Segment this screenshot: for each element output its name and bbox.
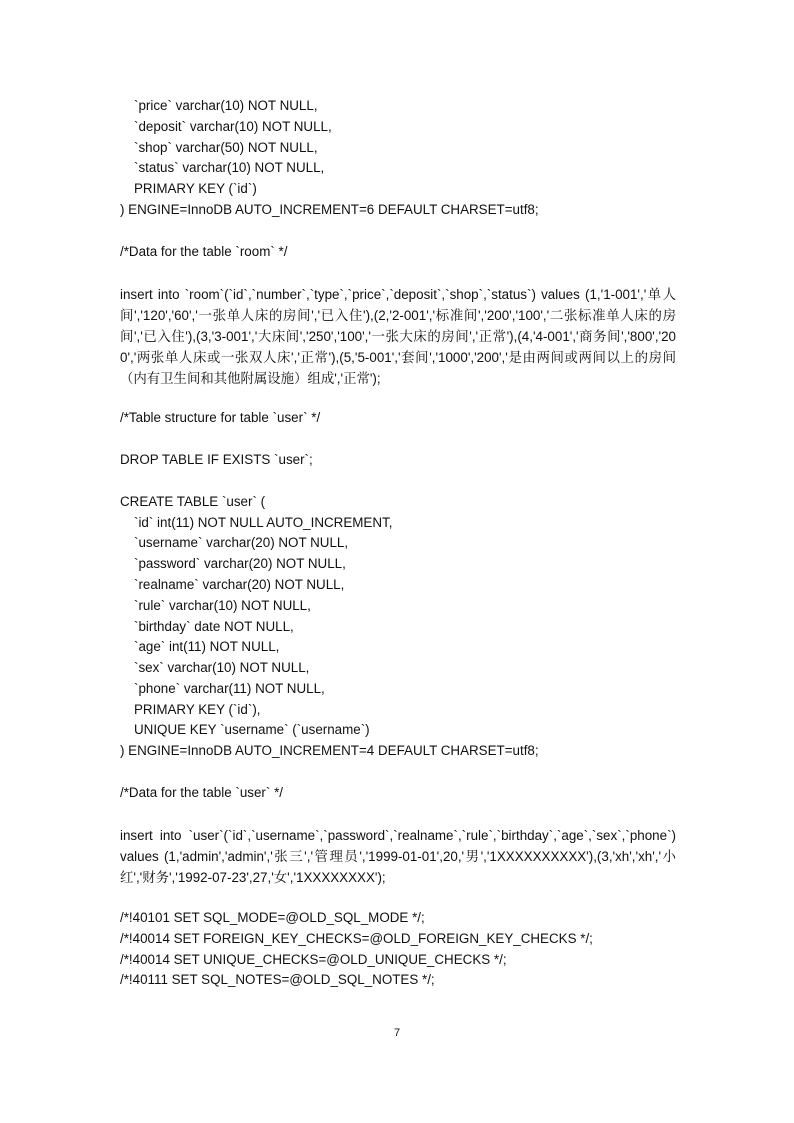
user-primary-key: PRIMARY KEY (`id`), (134, 702, 261, 717)
sql-notes-restore: /*!40111 SET SQL_NOTES=@OLD_SQL_NOTES */; (120, 972, 435, 987)
sql-mode-restore: /*!40101 SET SQL_MODE=@OLD_SQL_MODE */; (120, 910, 425, 925)
user-column-age: `age` int(11) NOT NULL, (134, 639, 280, 654)
user-column-rule: `rule` varchar(10) NOT NULL, (134, 598, 311, 613)
user-data-comment: /*Data for the table `user` */ (120, 785, 283, 800)
room-engine-line: ) ENGINE=InnoDB AUTO_INCREMENT=6 DEFAULT CHARSET=utf8; (120, 202, 539, 217)
user-structure-comment: /*Table structure for table `user` */ (120, 410, 321, 425)
user-column-sex: `sex` varchar(10) NOT NULL, (134, 660, 310, 675)
room-primary-key: PRIMARY KEY (`id`) (134, 181, 257, 196)
room-insert-statement: insert into `room`(`id`,`number`,`type`,`price`,`deposit`,`shop`,`status`) values (1,'1-001','单人间','120','60','一张单人床的房间','已入住'),(2,'2-001','标准间','200','100','二张标准单人床的房间','已入住'),(3,'3-001','大床间','250','100','一张大床的房间','正常'),(4,'4-001','商务间','800','200','两张单人床或一张双人床','正常'),(5,'5-001','套间','1000','200','是由两间或两间以上的房间（内有卫生间和其他附属设施）组成','正常'); (120, 287, 676, 386)
user-insert-statement: insert into `user`(`id`,`username`,`password`,`realname`,`rule`,`birthday`,`age`,`sex`,`phone`) values (1,'admin','admin','张三','管理员','1999-01-01',20,'男','1XXXXXXXXXX'),(3,'xh','xh','小红','财务','1992-07-23',27,'女','1XXXXXXXX'); (120, 828, 676, 885)
user-column-phone: `phone` varchar(11) NOT NULL, (134, 681, 325, 696)
user-column-realname: `realname` varchar(20) NOT NULL, (134, 577, 345, 592)
room-data-comment: /*Data for the table `room` */ (120, 244, 288, 259)
room-column-status: `status` varchar(10) NOT NULL, (134, 160, 325, 175)
foreign-key-checks-restore: /*!40014 SET FOREIGN_KEY_CHECKS=@OLD_FOREIGN_KEY_CHECKS */; (120, 931, 593, 946)
user-column-birthday: `birthday` date NOT NULL, (134, 619, 294, 634)
user-engine-line: ) ENGINE=InnoDB AUTO_INCREMENT=4 DEFAULT CHARSET=utf8; (120, 743, 539, 758)
create-user-statement: CREATE TABLE `user` ( (120, 494, 266, 509)
room-column-price: `price` varchar(10) NOT NULL, (134, 98, 318, 113)
user-column-password: `password` varchar(20) NOT NULL, (134, 556, 346, 571)
drop-user-statement: DROP TABLE IF EXISTS `user`; (120, 452, 313, 467)
user-unique-key: UNIQUE KEY `username` (`username`) (134, 722, 370, 737)
room-column-deposit: `deposit` varchar(10) NOT NULL, (134, 119, 332, 134)
page-number: 7 (393, 1027, 401, 1039)
user-column-username: `username` varchar(20) NOT NULL, (134, 535, 349, 550)
room-column-shop: `shop` varchar(50) NOT NULL, (134, 140, 318, 155)
unique-checks-restore: /*!40014 SET UNIQUE_CHECKS=@OLD_UNIQUE_CHECKS */; (120, 952, 507, 967)
user-column-id: `id` int(11) NOT NULL AUTO_INCREMENT, (134, 515, 393, 530)
